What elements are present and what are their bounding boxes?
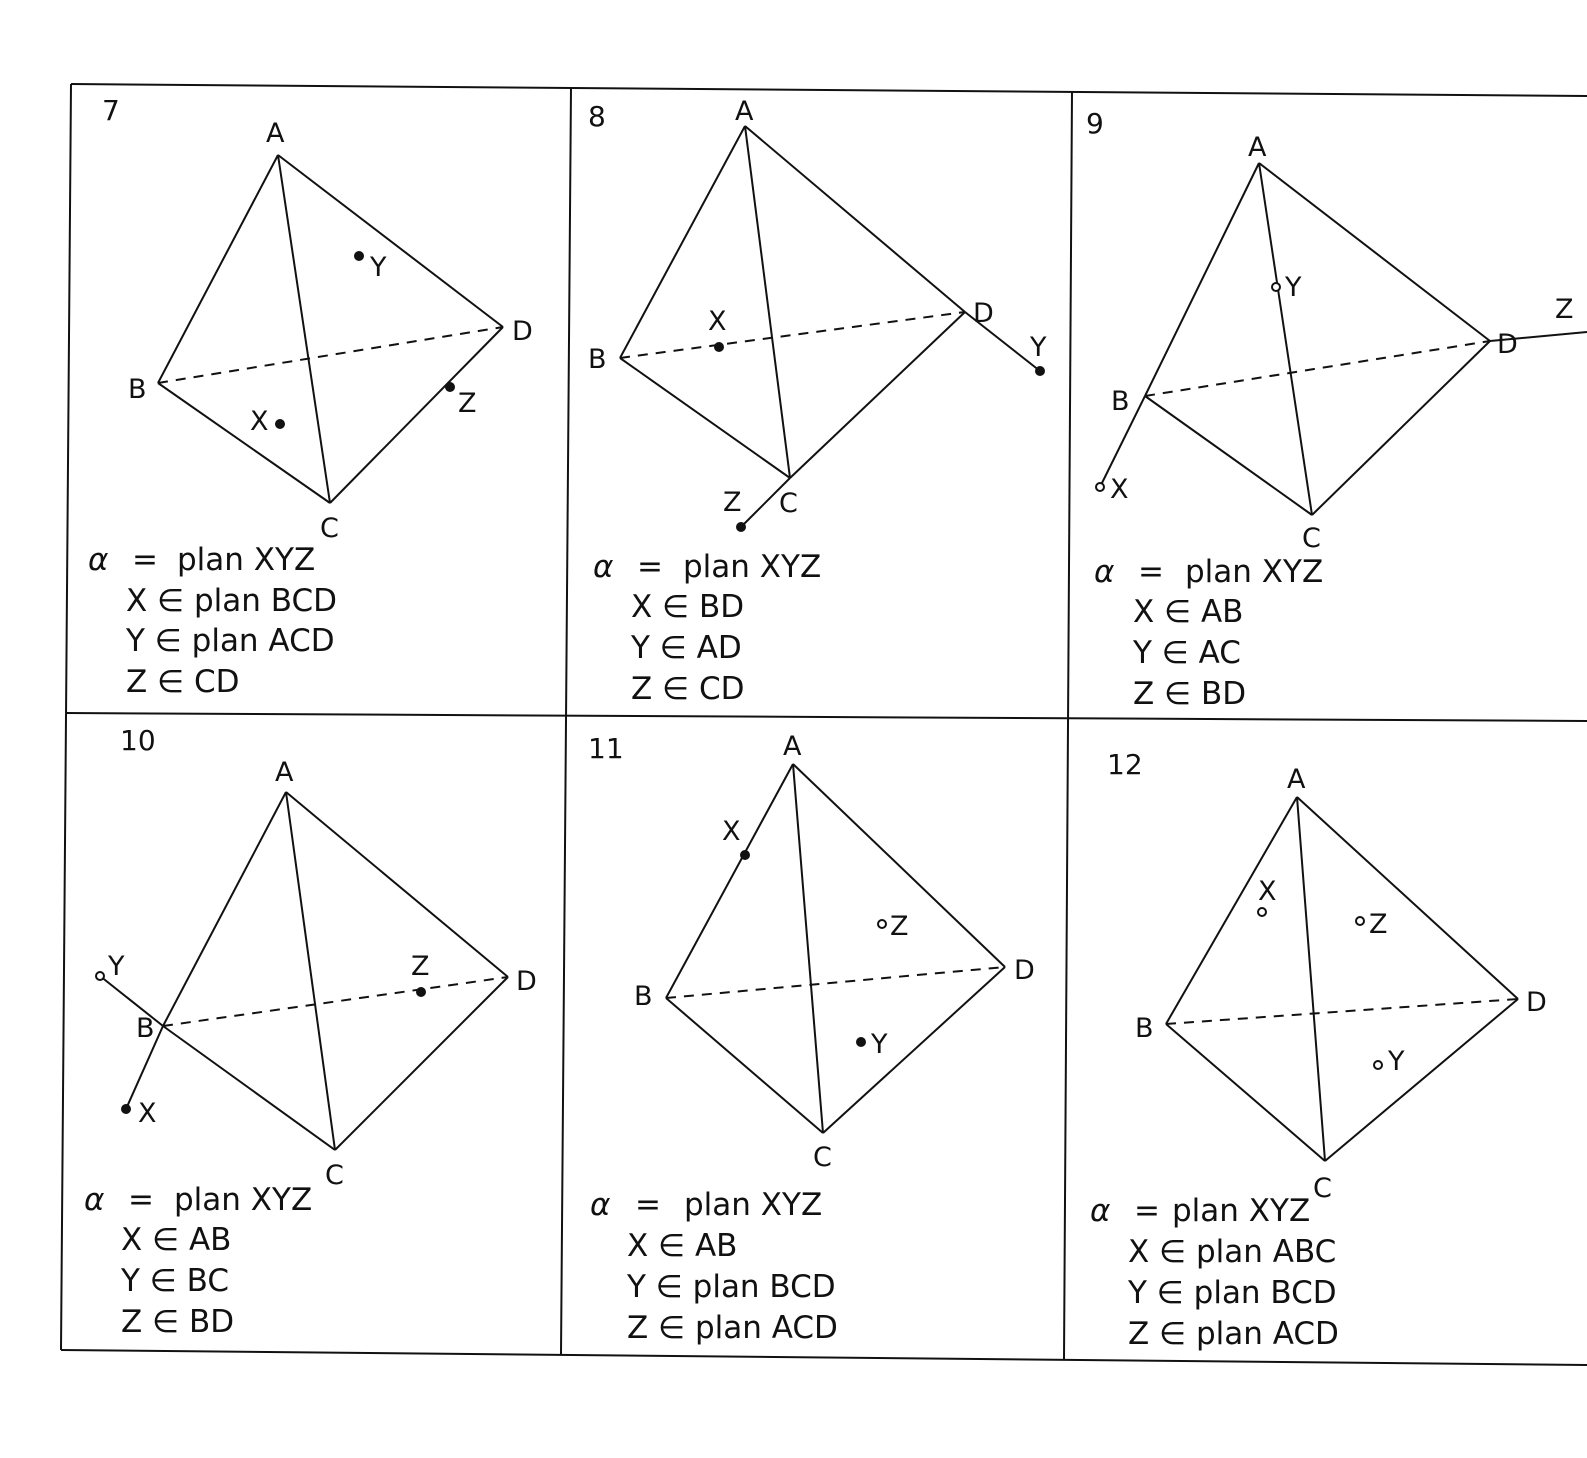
tetrahedron (100, 792, 508, 1150)
edge-ac (1297, 797, 1325, 1161)
point-y (856, 1037, 866, 1047)
vertex-b-label: B (1135, 1013, 1154, 1044)
condition-z: Z ∈ CD (631, 671, 745, 707)
point-y (1272, 283, 1280, 291)
point-z-label: Z (1555, 294, 1574, 325)
condition-x: X ∈ AB (121, 1222, 232, 1258)
vertex-d-label: D (1014, 955, 1035, 986)
condition-z: Z ∈ BD (121, 1304, 235, 1340)
condition-x: X ∈ AB (627, 1228, 738, 1264)
point-x-label: X (138, 1098, 157, 1129)
point-z (1356, 917, 1364, 925)
condition-y: Y ∈ plan BCD (1128, 1275, 1337, 1311)
vertex-c-label: C (1302, 523, 1321, 554)
vertex-d-label: D (516, 966, 537, 997)
problem-10 (84, 724, 537, 1340)
plane-symbol: α (84, 1182, 105, 1218)
condition-y: Y ∈ plan ACD (126, 623, 335, 659)
plane-definition: plan XYZ (1185, 554, 1324, 590)
point-y-label: Y (1388, 1046, 1405, 1077)
edge-ac (745, 126, 790, 478)
vertex-b-label: B (588, 344, 607, 375)
plane-symbol: α (593, 549, 614, 585)
problem-9 (1086, 107, 1587, 712)
point-z (878, 920, 886, 928)
equals-sign: = (1138, 554, 1164, 590)
plane-symbol: α (88, 542, 109, 578)
edge-ac (793, 764, 823, 1133)
point-y-label: Y (108, 951, 125, 982)
edge-bd-hidden (666, 967, 1005, 998)
point-y (1035, 366, 1045, 376)
problem-7 (88, 94, 533, 700)
edge-ab (163, 792, 286, 1026)
point-x-label: X (250, 406, 269, 437)
edge-bd-hidden (1166, 999, 1518, 1024)
vertex-a-label: A (266, 118, 285, 149)
vertex-c-label: C (813, 1142, 832, 1173)
condition-y: Y ∈ AC (1133, 635, 1241, 671)
edge-ad (745, 126, 965, 312)
edge-cd (823, 967, 1005, 1133)
edge-ac (286, 792, 335, 1150)
edge-ad (278, 155, 503, 327)
point-x (121, 1104, 131, 1114)
edge-ad (286, 792, 508, 977)
vertex-a-label: A (783, 731, 802, 762)
point-z-label: Z (458, 388, 477, 419)
vertex-b-label: B (634, 981, 653, 1012)
problem-12 (1090, 748, 1547, 1352)
edge-cd (335, 977, 508, 1150)
edge-ab (158, 155, 278, 383)
point-x (714, 342, 724, 352)
edge-ac (1259, 163, 1312, 515)
point-z (736, 522, 746, 532)
vertex-a-label: A (1248, 132, 1267, 163)
point-z-label: Z (1369, 909, 1388, 940)
problem-number: 10 (120, 724, 156, 757)
plane-definition: plan XYZ (683, 549, 822, 585)
condition-y: Y ∈ plan BCD (627, 1269, 836, 1305)
point-y-label: Y (1285, 272, 1302, 303)
plane-definition: plan XYZ (177, 542, 316, 578)
edge-cd (1325, 999, 1518, 1161)
vertex-b-label: B (1111, 386, 1130, 417)
condition-z: Z ∈ BD (1133, 676, 1247, 712)
edge-cd (1312, 341, 1490, 515)
point-x-label: X (1258, 876, 1277, 907)
plane-definition: plan XYZ (1172, 1193, 1311, 1229)
condition-z: Z ∈ plan ACD (627, 1310, 838, 1346)
point-z (445, 382, 455, 392)
point-z-label: Z (723, 487, 742, 518)
plane-definition: plan XYZ (684, 1187, 823, 1223)
problem-number: 9 (1086, 107, 1104, 140)
condition-x: X ∈ plan BCD (126, 583, 337, 619)
vertex-c-label: C (320, 513, 339, 544)
vertex-b-label: B (136, 1013, 155, 1044)
point-y (96, 972, 104, 980)
vertex-d-label: D (512, 316, 533, 347)
condition-x: X ∈ plan ABC (1128, 1234, 1337, 1270)
edge-bc (158, 383, 330, 503)
point-x (1096, 483, 1104, 491)
edge-bd-hidden (158, 327, 503, 383)
vertex-a-label: A (735, 96, 754, 127)
vertex-c-label: C (1313, 1173, 1332, 1204)
problem-8 (588, 96, 1047, 707)
tetrahedron (158, 155, 503, 503)
plane-symbol: α (1094, 554, 1115, 590)
equals-sign: = (635, 1187, 661, 1223)
point-x-label: X (722, 816, 741, 847)
condition-x: X ∈ AB (1133, 594, 1244, 630)
point-x (1258, 908, 1266, 916)
vertex-c-label: C (779, 488, 798, 519)
edge-ab (1166, 797, 1297, 1024)
point-y-label: Y (1030, 332, 1047, 363)
edge-cd (330, 327, 503, 503)
problem-number: 12 (1107, 748, 1143, 781)
edge-ad (1297, 797, 1518, 999)
vertex-a-label: A (275, 757, 294, 788)
edge-bd-hidden (1145, 341, 1490, 396)
equals-sign: = (1134, 1193, 1160, 1229)
equals-sign: = (637, 549, 663, 585)
point-x (740, 850, 750, 860)
problem-number: 7 (102, 94, 120, 127)
edge-ab (666, 764, 793, 998)
problem-11 (588, 731, 1035, 1346)
condition-y: Y ∈ AD (631, 630, 742, 666)
equals-sign: = (132, 542, 158, 578)
point-z (416, 987, 426, 997)
condition-y: Y ∈ BC (121, 1263, 230, 1299)
point-x (275, 419, 285, 429)
equals-sign: = (128, 1182, 154, 1218)
plane-symbol: α (1090, 1193, 1111, 1229)
edge-cd (790, 312, 965, 478)
plane-symbol: α (590, 1187, 611, 1223)
problem-number: 11 (588, 732, 624, 765)
point-y-label: Y (871, 1029, 888, 1060)
condition-x: X ∈ BD (631, 589, 745, 625)
edge-bc (1145, 396, 1312, 515)
condition-z: Z ∈ plan ACD (1128, 1316, 1339, 1352)
point-y-label: Y (370, 252, 387, 283)
plane-definition: plan XYZ (174, 1182, 313, 1218)
edge-bd-hidden (620, 312, 965, 358)
edge-bd-hidden (163, 977, 508, 1026)
tetrahedron (1166, 797, 1518, 1161)
edge-ac (278, 155, 330, 503)
problem-number: 8 (588, 100, 606, 133)
edge-bc (620, 358, 790, 478)
point-z-label: Z (890, 911, 909, 942)
edge-bc (666, 998, 823, 1133)
edge-ab (1145, 163, 1259, 396)
point-z-label: Z (411, 951, 430, 982)
edge-bc (163, 1026, 335, 1150)
edge-ad (1259, 163, 1490, 341)
vertex-c-label: C (325, 1160, 344, 1191)
vertex-d-label: D (1497, 329, 1518, 360)
point-x-label: X (1110, 474, 1129, 505)
vertex-a-label: A (1287, 764, 1306, 795)
condition-z: Z ∈ CD (126, 664, 240, 700)
point-y (1374, 1061, 1382, 1069)
tetrahedron (666, 764, 1005, 1133)
edge-bc (1166, 1024, 1325, 1161)
vertex-d-label: D (1526, 987, 1547, 1018)
vertex-d-label: D (973, 298, 994, 329)
point-x-label: X (708, 306, 727, 337)
point-y (354, 251, 364, 261)
vertex-b-label: B (128, 374, 147, 405)
